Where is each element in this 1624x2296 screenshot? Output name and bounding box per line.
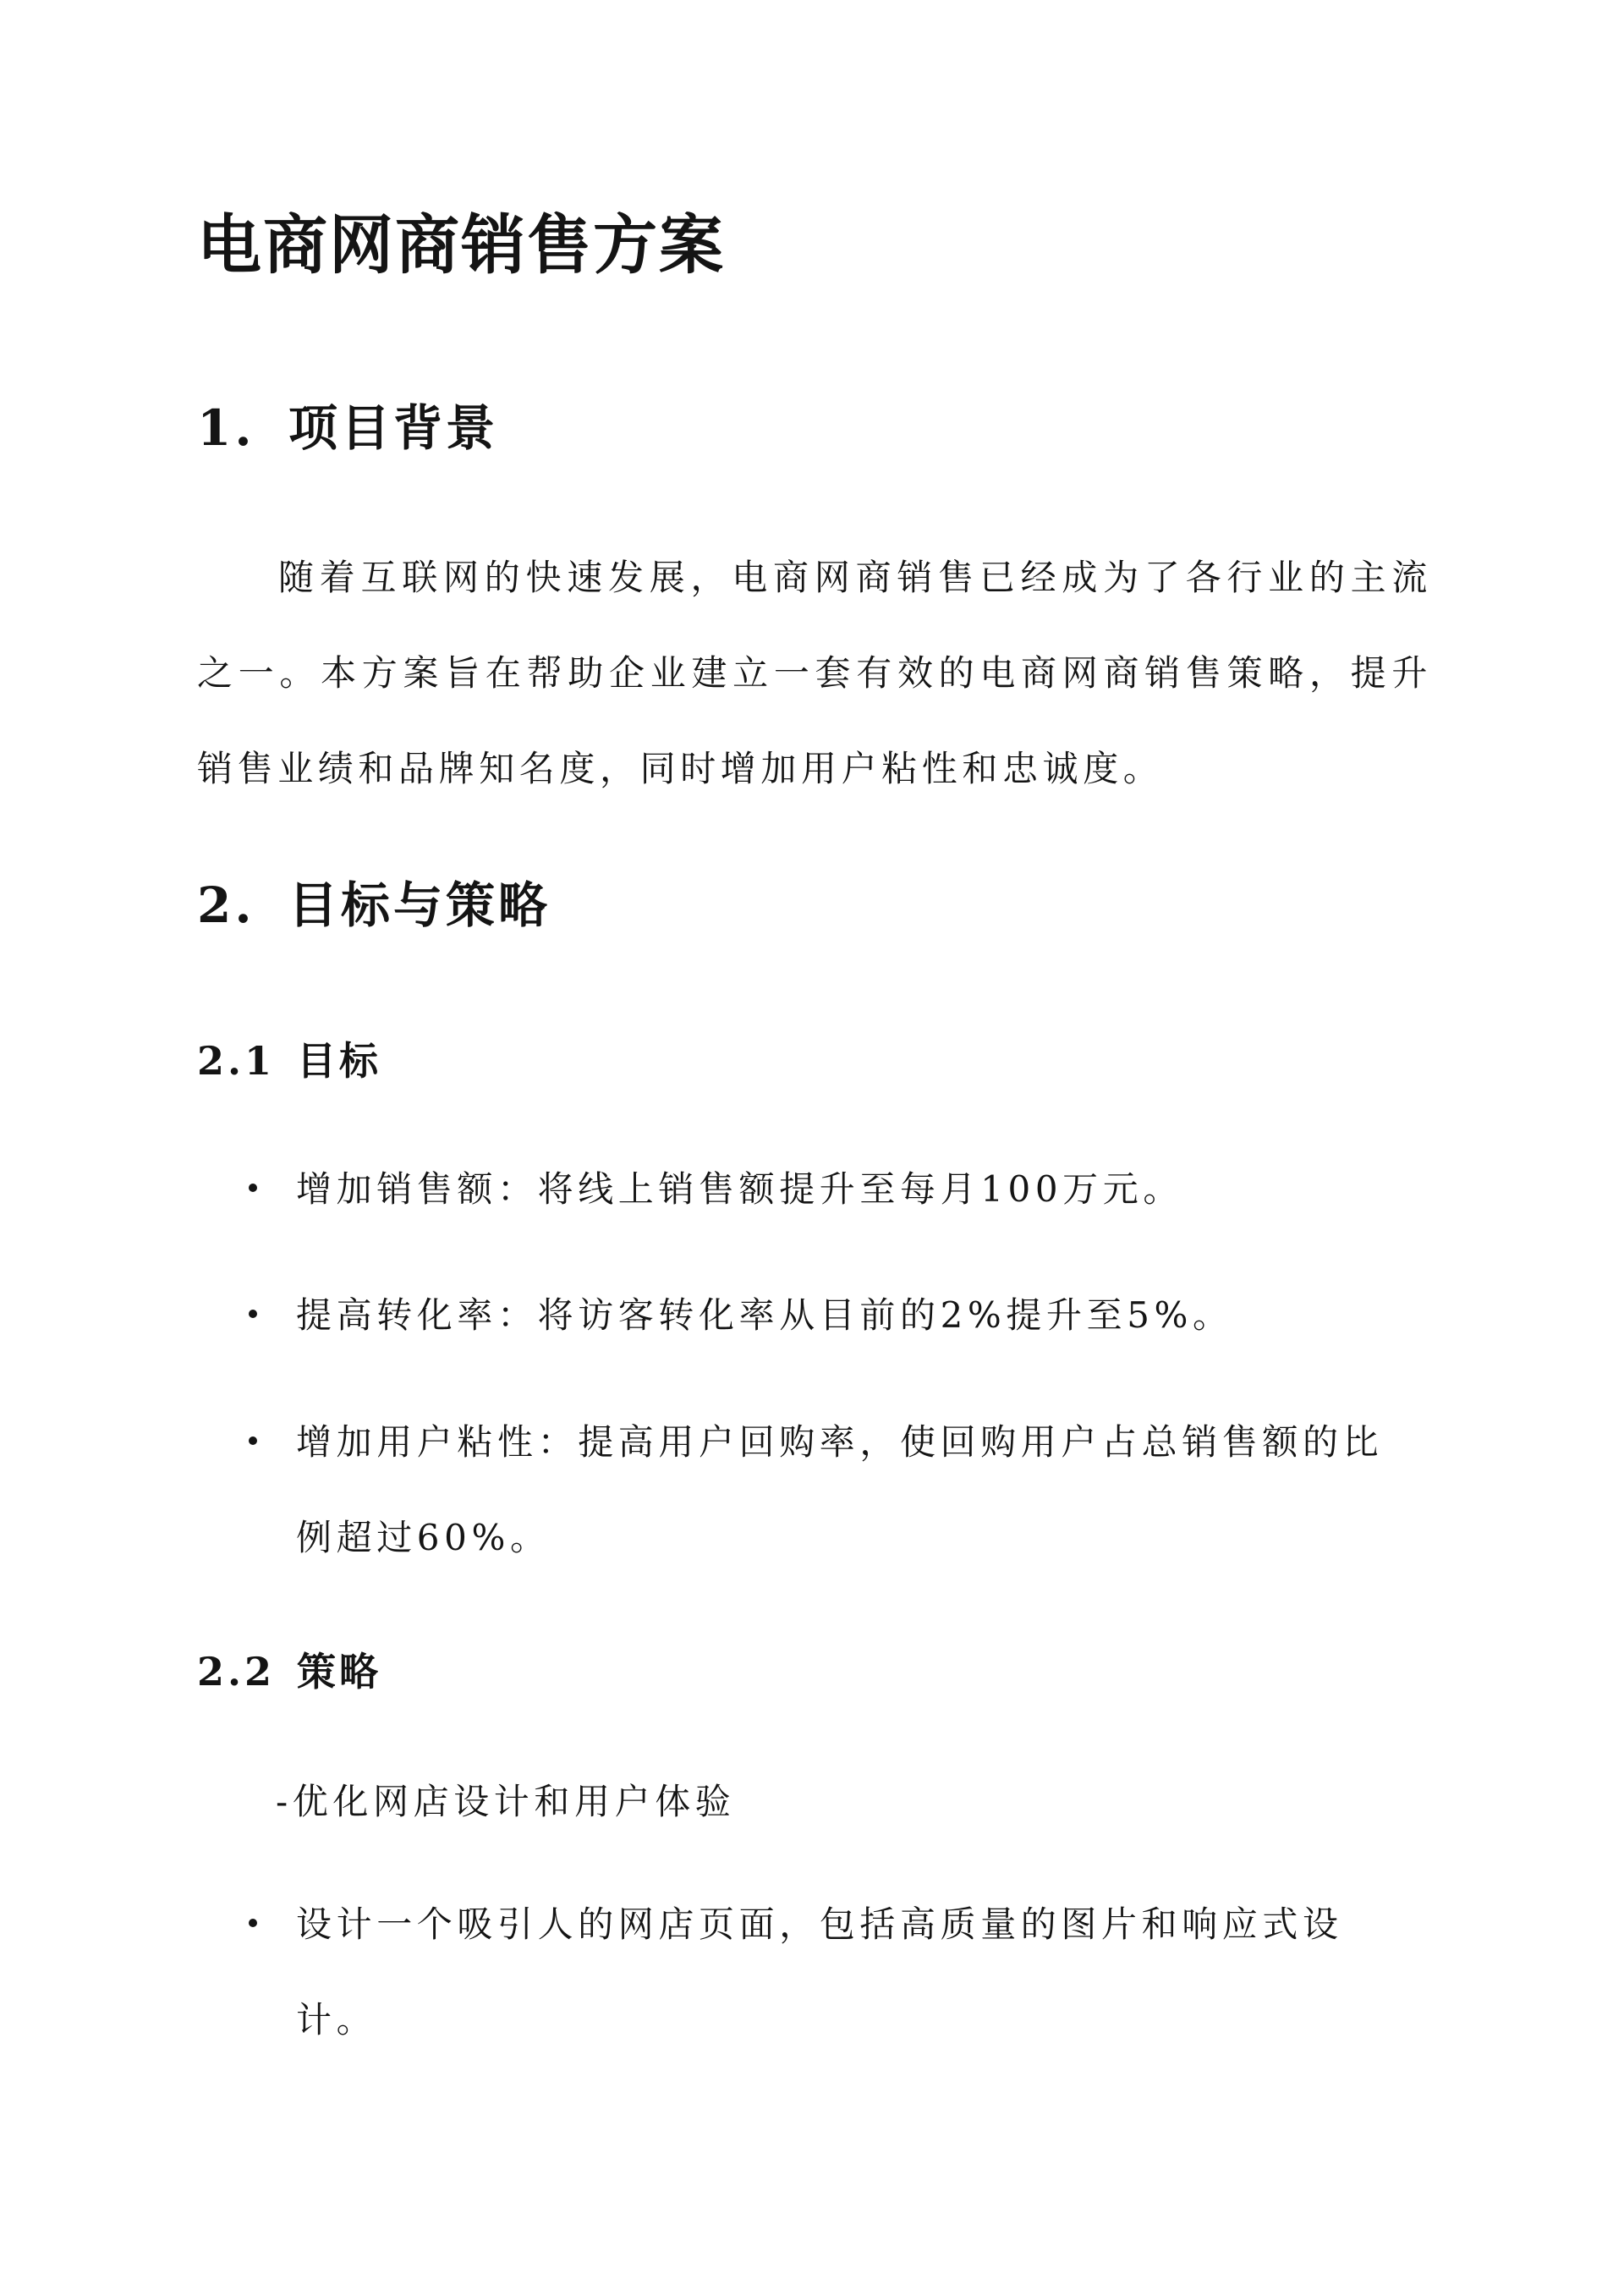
list-item-text: 设计一个吸引人的网店页面，包括高质量的图片和响应式设计。 [296, 1903, 1343, 2041]
document-title: 电商网商销售方案 [197, 207, 725, 283]
list-item [296, 1394, 1413, 1585]
subsection-number: 2.2 [197, 1649, 276, 1695]
section-heading-goals-strategy [197, 871, 551, 939]
bullet-icon [249, 1919, 257, 1927]
section-number: 2. [197, 876, 255, 934]
list-item-text: 增加用户粘性：提高用户回购率，使回购用户占总销售额的比例超过60%。 [296, 1421, 1384, 1558]
strategy-line: -优化网店设计和用户体验 [276, 1781, 736, 1822]
bullet-icon [249, 1310, 257, 1318]
subsection-heading-strategy [197, 1645, 381, 1699]
subsection-title: 目标 [297, 1038, 381, 1084]
bullet-icon [249, 1436, 257, 1445]
list-item [296, 1267, 1413, 1363]
subsection-title: 策略 [297, 1649, 381, 1695]
list-item [296, 1876, 1413, 2068]
list-item-text: 提高转化率：将访客转化率从目前的2%提升至5%。 [296, 1294, 1233, 1336]
bullet-icon [249, 1184, 257, 1192]
subsection-heading-goals [197, 1034, 381, 1088]
subsection-number: 2.1 [197, 1038, 276, 1084]
list-item [296, 1141, 1413, 1237]
background-paragraph: 随着互联网的快速发展，电商网商销售已经成为了各行业的主流之一。本方案旨在帮助企业建立一套有效的电商网商销售策略，提升销售业绩和品牌知名度，同时增加用户粘性和忠诚度。 [197, 557, 1432, 789]
section-title: 目标与策略 [288, 876, 551, 934]
list-item-text: 增加销售额：将线上销售额提升至每月100万元。 [296, 1168, 1183, 1210]
section-number: 1. [197, 399, 255, 457]
section-title: 项目背景 [288, 399, 499, 457]
section-heading-project-background [197, 394, 498, 462]
